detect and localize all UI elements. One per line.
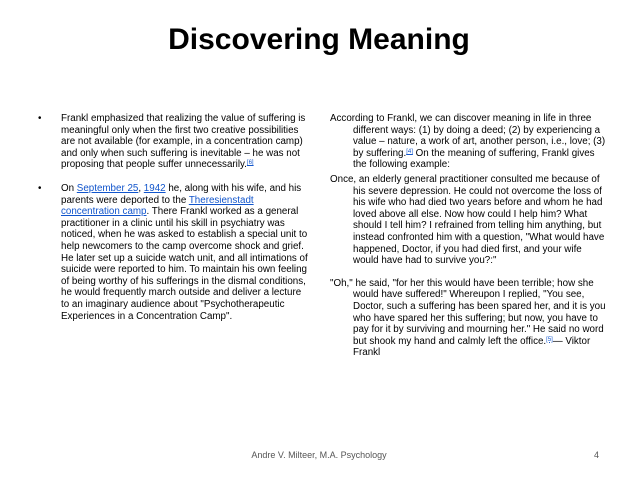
paragraph-text: "Oh," he said, "for her this would have been terrible; how she would have suffered!" Whereupon I replied, "You see, Doctor, such a suffering has been spared her, and it is you who have spared her this suffering; but now, you have to pay for it by surviving and mourning her." He said no word but shook my hand and calmly left the office. — [330, 277, 606, 347]
bullet-text-middle: he, along with his wife, and his parents were deported to the — [61, 182, 302, 206]
slide-title: Discovering Meaning — [168, 23, 470, 56]
right-column — [330, 113, 608, 362]
paragraph-practitioner — [330, 174, 608, 267]
bullet-item-suffering — [38, 113, 310, 171]
bullet-text-intro: On — [61, 182, 77, 194]
paragraph-text: Once, an elderly general practitioner consulted me because of his severe depression. He could not overcome the loss of his wife who had died two years before and whom he had loved above all else. Now how could I help him? What should I tell him? I refrained from telling him anything, but instead confronted him with a question, "What would have happened, Doctor, if you had died first, and your wife would have had to survive you?:" — [330, 173, 605, 267]
bullet-marker: • — [38, 113, 42, 124]
citation-link-5[interactable]: [5] — [546, 336, 553, 343]
bullet-text-rest: . There Frankl worked as a general practitioner in a clinic until his skill in psychiatry was noticed, when he was asked to establish a special unit to help newcomers to the camp overcome shock and grief. He later set up a suicide watch unit, and all intimations of suicide were reported to him. To maintain his own feeling of being worthy of his sufferings in the dismal conditions, he would frequently march outside and deliver a lecture to an imaginary audience about "Psychotherapeutic Experiences in a Concentration Camp". — [61, 206, 308, 322]
theresienstadt-link[interactable]: Theresienstadt concentration camp — [61, 194, 254, 218]
page-number: 4 — [594, 450, 600, 460]
date-link[interactable]: September 25 — [76, 182, 139, 194]
paragraph-text: According to Frankl, we can discover meaning in life in three different ways: (1) by doing a deed; (2) by experiencing a value – nature, a work of art, another person, i.e., love; (3) by suffering. — [330, 113, 606, 159]
year-link[interactable]: 1942 — [143, 182, 166, 194]
bullet-text-comma: , — [138, 182, 144, 194]
bullet-marker: • — [38, 182, 42, 194]
quote-attribution: — Viktor Frankl — [353, 335, 591, 359]
bullet-item-deportation — [38, 183, 310, 322]
paragraph-text-after: On the meaning of suffering, Frankl gives the following example: — [353, 147, 595, 171]
paragraph-three-ways — [330, 113, 608, 171]
footer-author: Andre V. Milteer, M.A. Psychology — [251, 450, 387, 460]
left-column — [38, 113, 310, 334]
citation-link-4[interactable]: [4] — [406, 148, 413, 155]
paragraph-quote — [330, 278, 608, 359]
bullet-text: Frankl emphasized that realizing the value of suffering is meaningful only when the first two creative possibilities are not available (for example, in a concentration camp) and only when such suffering is inevitable – he was not proposing that people suffer unnecessarily. — [61, 113, 306, 171]
citation-link-6[interactable]: [6] — [246, 160, 254, 167]
